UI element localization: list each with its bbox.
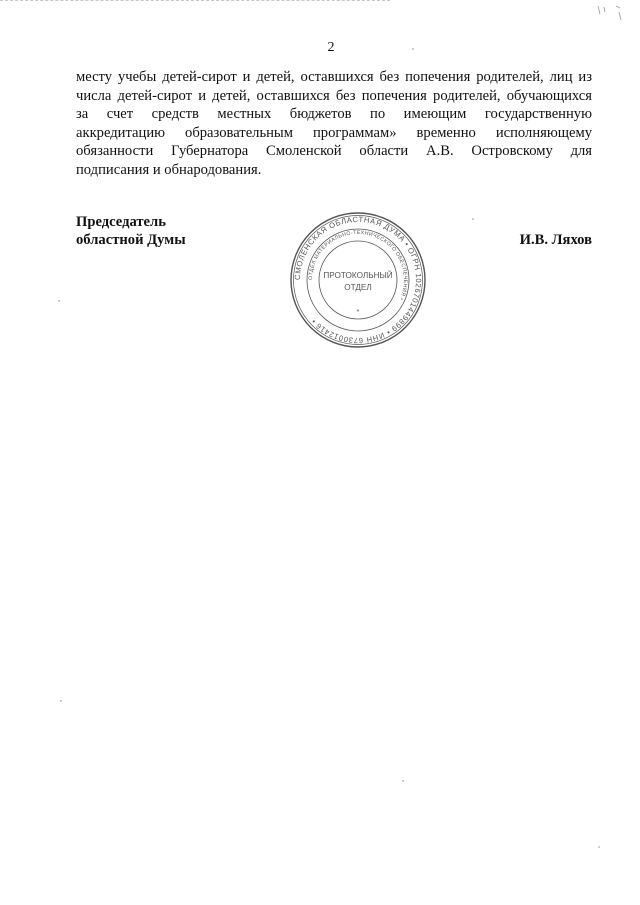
body-line: аккредитацию образовательным программам» временно исполняющему — [76, 124, 592, 141]
scan-artifact-line — [0, 0, 390, 3]
seal-inner-text: ОТДЕЛ МАТЕРИАЛЬНО-ТЕХНИЧЕСКОГО ОБЕСПЕЧЕНИЯ • — [307, 229, 409, 302]
official-seal-stamp — [288, 210, 428, 350]
scan-speck — [60, 700, 62, 702]
body-line: числа детей-сирот и детей, оставшихся без попечения родителей, обучающихся — [76, 87, 592, 104]
body-line: обязанности Губернатора Смоленской области А.В. Островскому для — [76, 143, 592, 160]
signer-title — [76, 213, 186, 249]
body-line: за счет средств местных бюджетов по имеющим государственную — [76, 106, 592, 123]
page-number: 2 — [327, 40, 335, 55]
scan-speck — [412, 48, 414, 50]
signer-name: И.В. Ляхов — [519, 232, 592, 248]
body-paragraph — [76, 68, 592, 180]
seal-center-line1: ПРОТОКОЛЬНЫЙ — [323, 271, 393, 280]
corner-scan-mark-icon — [594, 4, 624, 24]
scan-speck — [58, 300, 60, 302]
body-line: месту учебы детей-сирот и детей, оставшихся без попечения родителей, лиц из — [76, 69, 592, 85]
scan-speck — [598, 846, 600, 848]
seal-icon — [288, 210, 428, 350]
scan-speck — [472, 218, 474, 220]
body-line: подписания и обнародования. — [76, 161, 262, 178]
seal-center-line2: ОТДЕЛ — [344, 283, 372, 292]
signer-title-line1: Председатель — [76, 214, 166, 230]
svg-text:*: * — [356, 309, 360, 316]
signer-title-line2: областной Думы — [76, 232, 186, 248]
scan-speck — [402, 780, 404, 782]
seal-outer-text: СМОЛЕНСКАЯ ОБЛАСТНАЯ ДУМА • ОГРН 1026701449899 • ИНН 6730012416 • — [292, 214, 424, 346]
